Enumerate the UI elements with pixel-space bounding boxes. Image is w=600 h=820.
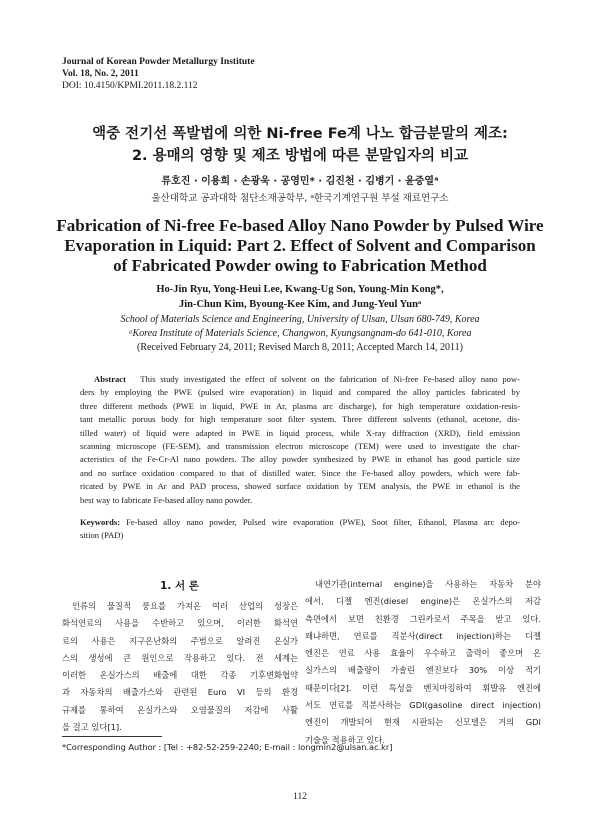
body-right-column [305,576,541,749]
abstract-line: three different methods (PWE in liquid, PWE in Ar, plasma arc discharge), for high temperature oxidation-resis- [80,400,520,411]
korean-title-line1: 액중 전기선 폭발법에 의한 Ni-free Fe계 나노 합금분말의 제조: [92,126,508,142]
body-line: 과 자동차의 배출가스와 관련된 Euro VI 등의 환경 [62,687,298,698]
body-line: 스의 생성에 큰 원인으로 작용하고 있다. 전 세계는 [62,652,298,663]
korean-authors: 류호진 · 이용희 · 손광욱 · 공영민* · 김진천 · 김병기 · 윤중열ᵃ [161,176,439,187]
keywords-line: Keywords: Fe-based alloy nano powder, Pulsed wire evaporation (PWE), Soot filter, Ethanol, Plasma arc depo- [80,517,520,527]
journal-name: Journal of Korean Powder Metallurgy Institute [62,57,255,67]
english-affiliation-2: ᵃKorea Institute of Materials Science, Changwon, Kyungsangnam-do 641-010, Korea [128,328,472,339]
journal-volume: Vol. 18, No. 2, 2011 [62,69,139,79]
body-line: 엔진은 연료 사용 효율이 우수하고 출력이 좋으며 온 [305,648,541,659]
abstract-line: tilled water) of liquid were adapted in PWE in liquid process, while X-ray diffraction (XRD), field emission [80,427,520,438]
body-line: 료의 사용은 지구온난화의 주범으로 알려진 온실가 [62,635,298,646]
abstract-line: acteristics of the Fe-Cr-Al nano powders. The alloy powder synthesized by PWE in ethanol has good particle size [80,454,520,465]
abstract-line: Abstract This study investigated the effect of solvent on the fabrication of Ni-free Fe-based alloy nano pow- [94,374,520,384]
english-title-line3: of Fabricated Powder owing to Fabrication Method [113,256,487,275]
body-line: 왜냐하면, 연료를 직분사(direct injection)하는 디젤 [305,630,541,641]
abstract-line: best way to fabricate Fe-based alloy nano powder. [80,494,253,505]
corresponding-author-footnote: *Corresponding Author : [Tel : +82-52-259-2240; E-mail : longmin2@ulsan.ac.kr] [62,742,393,752]
body-line: 에서, 디젤 엔진(diesel engine)은 온실가스의 저감 [305,596,541,607]
abstract-line: ders by employing the PWE (pulsed wire evaporation) in liquid and compared the alloy particles fabricated by [80,387,520,398]
body-line: 기술을 적용하고 있다. [305,734,386,745]
section-heading-introduction: 1. 서 론 [160,580,199,592]
page-number: 112 [293,792,307,802]
footnote-divider [62,736,162,737]
received-dates: (Received February 24, 2011; Revised March 8, 2011; Accepted March 14, 2011) [136,342,464,353]
abstract-line: ricated by PWE in Ar and PAD process, showed surface oxidation by TEM analysis, the PWE in ethanol is the [80,481,520,492]
abstract-line: and no surface oxidation compared to that of distilled water. Since the Fe-based alloy powders, which were fab- [80,467,520,478]
body-left-column [62,598,298,736]
body-line: 화석연료의 사용을 수반하고 있으며, 이러한 화석연 [62,618,298,629]
korean-title-line2: 2. 용매의 영향 및 제조 방법에 따른 분말입자의 비교 [131,148,469,164]
body-line: 서도 연료를 직분사하는 GDI(gasoline direct injection) [305,700,541,711]
body-line: 을 걸고 있다[1]. [62,722,122,733]
english-authors-line1: Ho-Jin Ryu, Yong-Heui Lee, Kwang-Ug Son, Young-Min Kong*, [156,284,444,295]
journal-header [62,56,255,92]
abstract [80,373,520,507]
english-affiliation-1: School of Materials Science and Engineering, University of Ulsan, Ulsan 680-749, Korea [120,314,480,325]
body-line: 내연기관(internal engine)을 사용하는 자동차 분야 [315,579,541,589]
english-authors-line2: Jin-Chun Kim, Byoung-Kee Kim, and Jung-Yeul Yunᵃ [178,299,422,310]
body-line: 측면에서 보면 친환경 그린카로서 주목을 받고 있다. [305,613,541,624]
body-line: 때문이다[2]. 이런 특성을 벤치마킹하여 휘발유 엔진에 [305,682,541,693]
korean-affiliation: 울산대학교 공과대학 첨단소재공학부, ᵃ한국기계연구원 부설 재료연구소 [151,193,449,204]
body-line: 인류의 물질적 풍요를 가져온 여러 산업의 성장은 [72,601,298,611]
abstract-label: Abstract [94,374,126,384]
body-line: 이러한 온실가스의 배출에 대한 각종 기후변화협약 [62,670,298,681]
journal-doi: DOI: 10.4150/KPMI.2011.18.2.112 [62,81,198,91]
keywords [80,516,520,543]
keywords-line: sition (PAD) [80,530,124,541]
keywords-label: Keywords: [80,517,121,527]
abstract-line: tant metallic porous body for high temperature soot filter system. Three different solvents (ethanol, acetone, dis- [80,414,520,425]
english-title-line2: Evaporation in Liquid: Part 2. Effect of Solvent and Comparison [64,236,536,255]
body-line: 규제를 통하여 온실가스와 오염물질의 저감에 사활 [62,704,298,715]
body-line: 실가스의 배출량이 가솔린 엔진보다 30% 이상 적기 [305,665,541,676]
english-title-line1: Fabrication of Ni-free Fe-based Alloy Nano Powder by Pulsed Wire [56,216,544,235]
abstract-line: scanning microscope (FE-SEM), and transmission electron microscope (TEM) were used to investigate the char- [80,440,520,451]
body-line: 엔진이 개발되어 현재 시판되는 신모델은 거의 GDI [305,717,541,728]
